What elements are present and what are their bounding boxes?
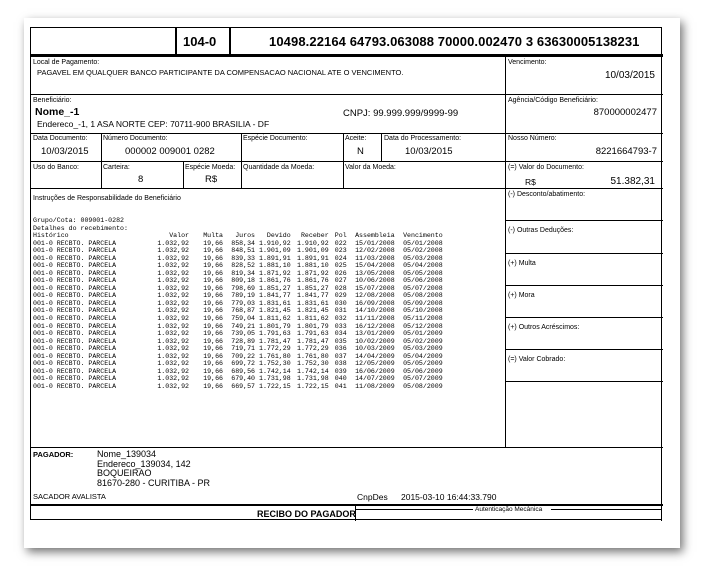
col-assembleia-cell: 16/06/2009 bbox=[355, 367, 395, 375]
especie-moeda-label: Espécie Moeda: bbox=[185, 164, 236, 171]
col-receber-cell: 1.791,63 bbox=[297, 330, 329, 338]
col-pol-cell: 039 bbox=[334, 367, 347, 375]
autenticacao-line bbox=[355, 509, 473, 510]
header-divider bbox=[229, 28, 231, 54]
col-multa-cell: 19,66 bbox=[203, 269, 223, 277]
col-pol-cell: 031 bbox=[334, 307, 347, 315]
table-row bbox=[33, 345, 443, 353]
carteira-value: 8 bbox=[138, 174, 144, 185]
col-vencimento-cell: 05/05/2008 bbox=[403, 269, 443, 277]
row-divider bbox=[31, 504, 663, 506]
col-vencimento-cell: 05/01/2008 bbox=[403, 239, 443, 247]
col-devido-cell: 1.821,45 bbox=[259, 307, 291, 315]
col-pol-cell: 034 bbox=[334, 330, 347, 338]
col-valor-cell: 1.032,92 bbox=[157, 284, 189, 292]
nosso-numero-label: Nosso Número: bbox=[508, 135, 557, 142]
col-historico-cell: 001-0 RECBTO. PARCELA bbox=[33, 330, 117, 338]
col-pol-cell: 022 bbox=[334, 239, 347, 247]
col-pol-cell: 027 bbox=[334, 277, 347, 285]
col-historico-cell: 001-0 RECBTO. PARCELA bbox=[33, 345, 117, 353]
col-devido-cell: 1.781,47 bbox=[259, 337, 291, 345]
col-historico-cell: 001-0 RECBTO. PARCELA bbox=[33, 375, 117, 383]
col-receber-cell: 1.871,92 bbox=[297, 269, 329, 277]
beneficiario-address: Endereco_-1, 1 ASA NORTE CEP: 70711-900 BRASILIA - DF bbox=[37, 119, 270, 129]
col-assembleia-cell: 10/03/2009 bbox=[355, 345, 395, 353]
col-devido-cell: 1.871,92 bbox=[259, 269, 291, 277]
col-assembleia-cell: 12/05/2009 bbox=[355, 360, 395, 368]
col-juros-cell: 739,05 bbox=[231, 330, 255, 338]
col-receber-cell: 1.821,45 bbox=[297, 307, 329, 315]
instrucoes-panel bbox=[31, 188, 505, 447]
numero-documento-value: 000002 009001 0282 bbox=[125, 146, 215, 157]
col-vencimento-cell: 05/03/2009 bbox=[403, 345, 443, 353]
row-divider bbox=[31, 133, 663, 134]
col-valor-cell: 1.032,92 bbox=[157, 337, 189, 345]
col-historico-cell: 001-0 RECBTO. PARCELA bbox=[33, 284, 117, 292]
col-assembleia-cell: 10/02/2009 bbox=[355, 337, 395, 345]
table-row bbox=[33, 307, 443, 315]
col-multa-cell: 19,66 bbox=[203, 360, 223, 368]
col-devido-cell: 1.861,76 bbox=[259, 277, 291, 285]
col-historico-cell: 001-0 RECBTO. PARCELA bbox=[33, 277, 117, 285]
col-devido-cell: 1.841,77 bbox=[259, 292, 291, 300]
col-juros-cell: 858,34 bbox=[231, 239, 255, 247]
col-vencimento-cell: 05/03/2008 bbox=[403, 254, 443, 262]
col-historico-cell: 001-0 RECBTO. PARCELA bbox=[33, 269, 117, 277]
beneficiario-name: Nome_-1 bbox=[35, 106, 80, 118]
aceite-value: N bbox=[357, 146, 364, 157]
pagador-label: PAGADOR: bbox=[33, 450, 74, 459]
col-pol-cell: 041 bbox=[334, 382, 347, 390]
col-vencimento-cell: 05/05/2009 bbox=[403, 360, 443, 368]
col-pol-cell: 030 bbox=[334, 299, 347, 307]
col-assembleia-cell: 12/08/2008 bbox=[355, 292, 395, 300]
col-assembleia-cell: 14/04/2009 bbox=[355, 352, 395, 360]
row-divider bbox=[31, 161, 663, 162]
col-pol-cell: 024 bbox=[334, 254, 347, 262]
col-historico-cell: 001-0 RECBTO. PARCELA bbox=[33, 247, 117, 255]
col-pol-cell: 037 bbox=[334, 352, 347, 360]
col-devido-cell: 1.891,91 bbox=[259, 254, 291, 262]
col-receber-cell: 1.811,62 bbox=[297, 315, 329, 323]
col-assembleia-cell: 14/10/2008 bbox=[355, 307, 395, 315]
cnpdes-label: CnpDes bbox=[357, 492, 388, 502]
table-row bbox=[33, 353, 443, 361]
col-multa-cell: 19,66 bbox=[203, 299, 223, 307]
col-valor-cell: 1.032,92 bbox=[157, 315, 189, 323]
data-documento-value: 10/03/2015 bbox=[41, 146, 89, 157]
col-valor-cell: 1.032,92 bbox=[157, 299, 189, 307]
col-multa-cell: 19,66 bbox=[203, 307, 223, 315]
col-multa-cell: 19,66 bbox=[203, 322, 223, 330]
mora-field-label: (+) Mora bbox=[508, 292, 535, 299]
col-vencimento-cell: 05/11/2008 bbox=[403, 315, 443, 323]
sacador-timestamp: 2015-03-10 16:44:33.790 bbox=[401, 492, 497, 502]
col-valor-cell: 1.032,92 bbox=[157, 360, 189, 368]
outros-acrescimos-field-label: (+) Outros Acréscimos: bbox=[508, 324, 580, 331]
table-row bbox=[33, 315, 443, 323]
col-pol-cell: 026 bbox=[334, 269, 347, 277]
col-assembleia-cell: 15/07/2008 bbox=[355, 284, 395, 292]
bank-code: 104-0 bbox=[183, 34, 217, 49]
col-assembleia-cell: 11/11/2008 bbox=[355, 315, 395, 323]
col-valor-cell: 1.032,92 bbox=[157, 322, 189, 330]
col-devido-cell: 1.881,10 bbox=[259, 262, 291, 270]
col-juros-cell: 699,72 bbox=[231, 360, 255, 368]
col-assembleia-cell: 14/07/2009 bbox=[355, 375, 395, 383]
data-processamento-label: Data do Processamento: bbox=[384, 135, 462, 142]
col-receber-cell: 1.831,61 bbox=[297, 299, 329, 307]
col-pol-cell: 029 bbox=[334, 292, 347, 300]
col-vencimento-cell: 05/01/2009 bbox=[403, 330, 443, 338]
cell-divider bbox=[101, 161, 102, 188]
col-historico-cell: 001-0 RECBTO. PARCELA bbox=[33, 367, 117, 375]
col-receber-cell: 1.891,91 bbox=[297, 254, 329, 262]
col-multa-cell: 19,66 bbox=[203, 375, 223, 383]
col-historico-cell: 001-0 RECBTO. PARCELA bbox=[33, 239, 117, 247]
col-juros-cell: 709,22 bbox=[231, 352, 255, 360]
especie-moeda-value: R$ bbox=[205, 174, 218, 185]
col-juros-cell: 768,87 bbox=[231, 307, 255, 315]
vencimento-value: 10/03/2015 bbox=[604, 70, 655, 81]
col-receber-cell: 1.881,10 bbox=[297, 262, 329, 270]
col-multa-cell: 19,66 bbox=[203, 352, 223, 360]
col-pol-cell: 038 bbox=[334, 360, 347, 368]
col-receber-cell: 1.742,14 bbox=[297, 367, 329, 375]
numero-documento-label: Número Documento: bbox=[103, 135, 168, 142]
col-juros-cell: 759,04 bbox=[231, 315, 255, 323]
table-row bbox=[33, 262, 443, 270]
col-valor-cell: 1.032,92 bbox=[157, 352, 189, 360]
col-assembleia-cell: 11/03/2008 bbox=[355, 254, 395, 262]
table-row bbox=[33, 255, 443, 263]
col-vencimento-cell: 05/06/2008 bbox=[403, 277, 443, 285]
uso-banco-label: Uso do Banco: bbox=[33, 164, 79, 171]
data-documento-label: Data Documento: bbox=[33, 135, 88, 142]
table-row bbox=[33, 330, 443, 338]
col-historico-cell: 001-0 RECBTO. PARCELA bbox=[33, 292, 117, 300]
col-pol-cell: 040 bbox=[334, 375, 347, 383]
col-pol-cell: 036 bbox=[334, 345, 347, 353]
table-row bbox=[33, 375, 443, 383]
col-multa-cell: 19,66 bbox=[203, 367, 223, 375]
recibo-pagador: RECIBO DO PAGADOR bbox=[257, 509, 356, 519]
col-juros-cell: 848,51 bbox=[231, 247, 255, 255]
col-devido-cell: 1.851,27 bbox=[259, 284, 291, 292]
col-receber-cell: 1.761,80 bbox=[297, 352, 329, 360]
col-assembleia-cell: 13/05/2008 bbox=[355, 269, 395, 277]
col-valor-cell: 1.032,92 bbox=[157, 247, 189, 255]
table-row bbox=[33, 323, 443, 331]
beneficiario-cnpj: CNPJ: 99.999.999/9999-99 bbox=[343, 108, 459, 119]
col-pol-cell: 032 bbox=[334, 315, 347, 323]
col-vencimento-cell: 05/07/2008 bbox=[403, 284, 443, 292]
col-vencimento-cell: 05/02/2008 bbox=[403, 247, 443, 255]
col-devido-cell: 1.791,63 bbox=[259, 330, 291, 338]
col-pol-header: Pol bbox=[334, 232, 347, 239]
col-juros-cell: 728,89 bbox=[231, 337, 255, 345]
col-juros-cell: 789,19 bbox=[231, 292, 255, 300]
col-valor-header: Valor bbox=[169, 232, 189, 239]
col-multa-cell: 19,66 bbox=[203, 337, 223, 345]
table-row bbox=[33, 240, 443, 248]
table-row bbox=[33, 360, 443, 368]
pagador-address: Endereco_139034, 142 bbox=[97, 458, 191, 469]
agencia-value: 870000002477 bbox=[593, 107, 657, 118]
col-receber-header: Receber bbox=[300, 232, 329, 239]
col-vencimento-cell: 05/12/2008 bbox=[403, 322, 443, 330]
col-vencimento-cell: 05/08/2008 bbox=[403, 292, 443, 300]
col-devido-cell: 1.722,15 bbox=[259, 382, 291, 390]
autenticacao-line bbox=[551, 509, 661, 510]
carteira-label: Carteira: bbox=[103, 164, 130, 171]
valor-documento-currency: R$ bbox=[525, 177, 536, 187]
col-multa-cell: 19,66 bbox=[203, 382, 223, 390]
col-pol-cell: 033 bbox=[334, 322, 347, 330]
aceite-label: Aceite: bbox=[345, 135, 367, 142]
col-historico-cell: 001-0 RECBTO. PARCELA bbox=[33, 352, 117, 360]
pagador-name: Nome_139034 bbox=[97, 449, 157, 459]
col-juros-cell: 819,34 bbox=[231, 269, 255, 277]
table-row bbox=[33, 270, 443, 278]
col-historico-cell: 001-0 RECBTO. PARCELA bbox=[33, 360, 117, 368]
col-valor-cell: 1.032,92 bbox=[157, 375, 189, 383]
col-receber-cell: 1.910,92 bbox=[297, 239, 329, 247]
col-assembleia-cell: 13/01/2009 bbox=[355, 330, 395, 338]
col-assembleia-cell: 15/04/2008 bbox=[355, 262, 395, 270]
row-divider bbox=[31, 94, 663, 95]
local-pagamento-label: Local de Pagamento: bbox=[33, 59, 100, 66]
col-devido-cell: 1.772,29 bbox=[259, 345, 291, 353]
col-multa-cell: 19,66 bbox=[203, 292, 223, 300]
col-valor-cell: 1.032,92 bbox=[157, 307, 189, 315]
col-valor-cell: 1.032,92 bbox=[157, 382, 189, 390]
especie-documento-label: Espécie Documento: bbox=[243, 135, 308, 142]
col-devido-cell: 1.731,98 bbox=[259, 375, 291, 383]
col-multa-cell: 19,66 bbox=[203, 315, 223, 323]
footer-divider bbox=[661, 509, 662, 521]
pagador-city: 81670-280 - CURITIBA - PR bbox=[97, 477, 211, 488]
col-historico-cell: 001-0 RECBTO. PARCELA bbox=[33, 315, 117, 323]
valor-moeda-label: Valor da Moeda: bbox=[345, 164, 396, 171]
col-pol-cell: 028 bbox=[334, 284, 347, 292]
col-receber-cell: 1.851,27 bbox=[297, 284, 329, 292]
col-valor-cell: 1.032,92 bbox=[157, 330, 189, 338]
detalhes-body bbox=[33, 240, 443, 391]
col-devido-cell: 1.761,80 bbox=[259, 352, 291, 360]
cell-divider bbox=[101, 133, 102, 161]
col-historico-cell: 001-0 RECBTO. PARCELA bbox=[33, 307, 117, 315]
row-divider bbox=[31, 447, 663, 448]
cell-divider bbox=[343, 161, 344, 188]
cell-divider bbox=[381, 133, 382, 161]
detalhes-table bbox=[33, 232, 443, 390]
col-devido-cell: 1.811,62 bbox=[259, 315, 291, 323]
mora-field bbox=[505, 286, 663, 318]
col-historico-cell: 001-0 RECBTO. PARCELA bbox=[33, 254, 117, 262]
col-receber-cell: 1.752,30 bbox=[297, 360, 329, 368]
col-juros-cell: 779,03 bbox=[231, 299, 255, 307]
digitable-line: 10498.22164 64793.063088 70000.002470 3 63630005138231 bbox=[269, 34, 640, 49]
header-divider bbox=[175, 28, 177, 54]
col-juros-cell: 839,33 bbox=[231, 254, 255, 262]
col-valor-cell: 1.032,92 bbox=[157, 292, 189, 300]
col-vencimento-header: Vencimento bbox=[403, 232, 443, 239]
table-row bbox=[33, 292, 443, 300]
col-valor-cell: 1.032,92 bbox=[157, 345, 189, 353]
detalhes-title: Detalhes do recebimento: bbox=[33, 224, 128, 232]
col-vencimento-cell: 05/08/2009 bbox=[403, 382, 443, 390]
cell-divider bbox=[183, 161, 184, 188]
col-historico-cell: 001-0 RECBTO. PARCELA bbox=[33, 337, 117, 345]
col-historico-header: Histórico bbox=[33, 232, 69, 239]
col-vencimento-cell: 05/04/2009 bbox=[403, 352, 443, 360]
col-devido-cell: 1.801,79 bbox=[259, 322, 291, 330]
instrucoes-label: Instruções de Responsabilidade do Beneficiário bbox=[33, 195, 181, 202]
col-historico-cell: 001-0 RECBTO. PARCELA bbox=[33, 299, 117, 307]
boleto-header bbox=[31, 28, 663, 57]
outros-acrescimos-field bbox=[505, 318, 663, 350]
col-vencimento-cell: 05/06/2009 bbox=[403, 367, 443, 375]
col-multa-header: Multa bbox=[203, 232, 223, 239]
col-receber-cell: 1.841,77 bbox=[297, 292, 329, 300]
grupo-cota: Grupo/Cota: 009001-0282 bbox=[33, 217, 125, 224]
local-pagamento-value: PAGAVEL EM QUALQUER BANCO PARTICIPANTE DA COMPENSACAO NACIONAL ATE O VENCIMENTO. bbox=[37, 68, 404, 77]
autenticacao-label: Autenticação Mecânica bbox=[475, 506, 543, 513]
col-valor-cell: 1.032,92 bbox=[157, 367, 189, 375]
col-multa-cell: 19,66 bbox=[203, 262, 223, 270]
col-multa-cell: 19,66 bbox=[203, 345, 223, 353]
cell-divider bbox=[241, 161, 242, 188]
col-vencimento-cell: 05/10/2008 bbox=[403, 307, 443, 315]
table-row bbox=[33, 285, 443, 293]
table-row bbox=[33, 383, 443, 391]
col-receber-cell: 1.801,79 bbox=[297, 322, 329, 330]
col-multa-cell: 19,66 bbox=[203, 330, 223, 338]
boleto-form bbox=[30, 27, 662, 520]
valor-documento-value: 51.382,31 bbox=[610, 176, 655, 187]
col-assembleia-cell: 16/09/2008 bbox=[355, 299, 395, 307]
col-pol-cell: 025 bbox=[334, 262, 347, 270]
col-multa-cell: 19,66 bbox=[203, 254, 223, 262]
col-juros-cell: 679,40 bbox=[231, 375, 255, 383]
table-row bbox=[33, 300, 443, 308]
col-receber-cell: 1.731,98 bbox=[297, 375, 329, 383]
col-vencimento-cell: 05/02/2009 bbox=[403, 337, 443, 345]
col-vencimento-cell: 05/07/2009 bbox=[403, 375, 443, 383]
col-receber-cell: 1.781,47 bbox=[297, 337, 329, 345]
col-assembleia-header: Assembleia bbox=[355, 232, 395, 239]
col-juros-header: Juros bbox=[235, 232, 255, 239]
table-row bbox=[33, 338, 443, 346]
col-assembleia-cell: 12/02/2008 bbox=[355, 247, 395, 255]
nosso-numero-value: 8221664793-7 bbox=[595, 146, 657, 157]
col-devido-header: Devido bbox=[266, 232, 291, 239]
col-juros-cell: 798,69 bbox=[231, 284, 255, 292]
outras-deducoes-field-label: (-) Outras Deduções: bbox=[508, 227, 574, 234]
vencimento-label: Vencimento: bbox=[508, 59, 547, 66]
quantidade-moeda-label: Quantidade da Moeda: bbox=[243, 164, 315, 171]
valor-documento-label: (=) Valor do Documento: bbox=[508, 164, 584, 171]
col-devido-cell: 1.901,09 bbox=[259, 247, 291, 255]
cell-divider bbox=[241, 133, 242, 161]
pagador-block bbox=[97, 450, 210, 488]
valor-cobrado-field bbox=[505, 350, 663, 382]
col-valor-cell: 1.032,92 bbox=[157, 277, 189, 285]
col-assembleia-cell: 10/06/2008 bbox=[355, 277, 395, 285]
col-juros-cell: 828,52 bbox=[231, 262, 255, 270]
col-receber-cell: 1.772,29 bbox=[297, 345, 329, 353]
table-row bbox=[33, 247, 443, 255]
desconto-field-label: (-) Desconto/abatimento: bbox=[508, 191, 586, 198]
col-juros-cell: 689,56 bbox=[231, 367, 255, 375]
col-historico-cell: 001-0 RECBTO. PARCELA bbox=[33, 262, 117, 270]
col-receber-cell: 1.722,15 bbox=[297, 382, 329, 390]
col-multa-cell: 19,66 bbox=[203, 277, 223, 285]
col-devido-cell: 1.831,61 bbox=[259, 299, 291, 307]
col-historico-cell: 001-0 RECBTO. PARCELA bbox=[33, 382, 117, 390]
col-pol-cell: 035 bbox=[334, 337, 347, 345]
cell-divider bbox=[343, 133, 344, 161]
col-multa-cell: 19,66 bbox=[203, 239, 223, 247]
col-juros-cell: 719,71 bbox=[231, 345, 255, 353]
beneficiario-label: Beneficiário: bbox=[33, 97, 72, 104]
pagador-district: BOQUEIRAO bbox=[97, 468, 152, 478]
col-devido-cell: 1.752,30 bbox=[259, 360, 291, 368]
col-assembleia-cell: 15/01/2008 bbox=[355, 239, 395, 247]
col-pol-cell: 023 bbox=[334, 247, 347, 255]
col-assembleia-cell: 11/08/2009 bbox=[355, 382, 395, 390]
data-processamento-value: 10/03/2015 bbox=[405, 146, 453, 157]
col-valor-cell: 1.032,92 bbox=[157, 262, 189, 270]
table-row bbox=[33, 277, 443, 285]
multa-field-label: (+) Multa bbox=[508, 260, 536, 267]
valor-cobrado-field-label: (=) Valor Cobrado: bbox=[508, 356, 566, 363]
agencia-label: Agência/Código Beneficiário: bbox=[508, 97, 598, 104]
col-assembleia-cell: 16/12/2008 bbox=[355, 322, 395, 330]
table-row bbox=[33, 368, 443, 376]
col-receber-cell: 1.861,76 bbox=[297, 277, 329, 285]
col-historico-cell: 001-0 RECBTO. PARCELA bbox=[33, 322, 117, 330]
col-juros-cell: 749,21 bbox=[231, 322, 255, 330]
col-multa-cell: 19,66 bbox=[203, 284, 223, 292]
col-valor-cell: 1.032,92 bbox=[157, 254, 189, 262]
col-vencimento-cell: 05/09/2008 bbox=[403, 299, 443, 307]
col-juros-cell: 809,18 bbox=[231, 277, 255, 285]
col-multa-cell: 19,66 bbox=[203, 247, 223, 255]
outras-deducoes-field bbox=[505, 221, 663, 254]
col-devido-cell: 1.910,92 bbox=[259, 239, 291, 247]
detalhes-header-row bbox=[33, 232, 443, 240]
col-receber-cell: 1.901,09 bbox=[297, 247, 329, 255]
sacador-label: SACADOR AVALISTA bbox=[33, 492, 106, 501]
multa-field bbox=[505, 254, 663, 286]
col-vencimento-cell: 05/04/2008 bbox=[403, 262, 443, 270]
desconto-field bbox=[505, 188, 663, 221]
col-valor-cell: 1.032,92 bbox=[157, 239, 189, 247]
col-valor-cell: 1.032,92 bbox=[157, 269, 189, 277]
col-juros-cell: 669,57 bbox=[231, 382, 255, 390]
col-devido-cell: 1.742,14 bbox=[259, 367, 291, 375]
